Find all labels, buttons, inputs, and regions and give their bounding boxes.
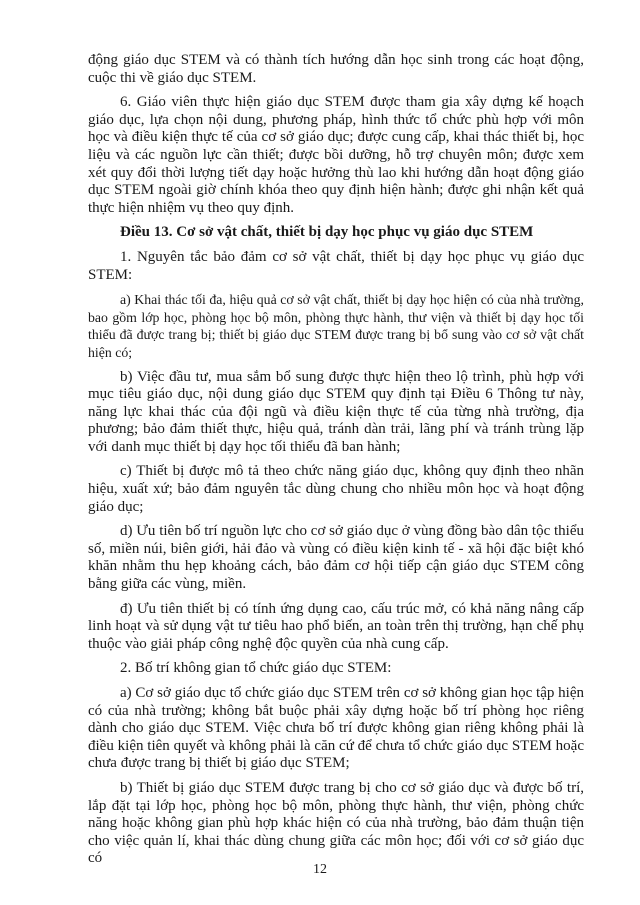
paragraph-item-c: c) Thiết bị được mô tả theo chức năng giáo dục, không quy định theo nhãn hiệu, xuất xứ; bảo đảm nguyên tắc dùng chung cho nhiều môn học và hoạt động giáo dục; bbox=[88, 463, 584, 515]
paragraph-section-2: 2. Bố trí không gian tổ chức giáo dục STEM: bbox=[120, 660, 392, 677]
document-page bbox=[88, 52, 584, 875]
paragraph-clause-6: 6. Giáo viên thực hiện giáo dục STEM được tham gia xây dựng kế hoạch giáo dục, lựa chọn nội dung, phương pháp, hình thức tổ chức phù hợp với môn học và điều kiện thực tế của cơ sở giáo dục; được cung cấp, khai thác thiết bị, học liệu và các nguồn lực cần thiết; được bồi dưỡng, hỗ trợ chuyên môn; được xem xét quy đổi thời lượng tiết dạy hoặc hưởng thù lao khi hướng dẫn hoạt động giáo dục STEM ngoài giờ chính khóa theo quy định hiện hành; được ghi nhận kết quả thực hiện nhiệm vụ theo quy định. bbox=[88, 94, 584, 216]
paragraph-item-d: d) Ưu tiên bố trí nguồn lực cho cơ sở giáo dục ở vùng đồng bào dân tộc thiểu số, miền núi, biên giới, hải đảo và vùng có điều kiện kinh tế - xã hội đặc biệt khó khăn nhằm thu hẹp khoảng cách, bảo đảm cơ hội tiếp cận giáo dục STEM công bằng giữa các vùng, miền. bbox=[88, 523, 584, 593]
paragraph-section-2-item-a: a) Cơ sở giáo dục tổ chức giáo dục STEM trên cơ sở không gian học tập hiện có của nhà trường; không bắt buộc phải xây dựng hoặc bố trí phòng học riêng dành cho giáo dục STEM. Việc chưa bố trí được không gian riêng không phải là điều kiện tiên quyết và không phải là căn cứ để chưa tổ chức giáo dục STEM hoặc chưa được trang bị thiết bị giáo dục STEM; bbox=[88, 685, 584, 772]
paragraph-item-b: b) Việc đầu tư, mua sắm bổ sung được thực hiện theo lộ trình, phù hợp với mục tiêu giáo dục, nội dung giáo dục STEM quy định tại Điều 6 Thông tư này, năng lực khai thác của đội ngũ và điều kiện thực tế của từng nhà trường, địa phương; bảo đảm thiết thực, hiệu quả, tránh dàn trải, lãng phí và tránh trùng lặp với danh mục thiết bị dạy học tối thiểu đã ban hành; bbox=[88, 368, 584, 455]
paragraph-item-a: a) Khai thác tối đa, hiệu quả cơ sở vật chất, thiết bị dạy học hiện có của nhà trường, bao gồm lớp học, phòng học bộ môn, phòng thực hành, thư viện và thiết bị dạy học tối thiểu đã được trang bị; thiết bị giáo dục STEM được trang bị bổ sung vào cơ sở vật chất hiện có; bbox=[88, 292, 584, 360]
paragraph-section-2-item-b: b) Thiết bị giáo dục STEM được trang bị cho cơ sở giáo dục và được bố trí, lắp đặt tại lớp học, phòng học bộ môn, phòng thực hành, thư viện, phòng chức năng hoặc không gian phù hợp khác hiện có của nhà trường, bảo đảm thuận tiện cho việc quản lí, khai thác dùng chung giữa các môn học; đối với cơ sở giáo dục có bbox=[88, 779, 584, 867]
article-13-heading: Điều 13. Cơ sở vật chất, thiết bị dạy học phục vụ giáo dục STEM bbox=[120, 224, 534, 241]
page-number: 12 bbox=[313, 862, 327, 877]
paragraph-continuation: động giáo dục STEM và có thành tích hướng dẫn học sinh trong các hoạt động, cuộc thi về giáo dục STEM. bbox=[88, 52, 584, 86]
paragraph-item-dd: đ) Ưu tiên thiết bị có tính ứng dụng cao, cấu trúc mở, có khả năng nâng cấp linh hoạt và sử dụng vật tư tiêu hao phổ biến, an toàn trên thị trường, hạn chế phụ thuộc vào giải pháp công nghệ độc quyền của nhà cung cấp. bbox=[88, 600, 584, 652]
paragraph-section-1: 1. Nguyên tắc bảo đảm cơ sở vật chất, thiết bị dạy học phục vụ giáo dục STEM: bbox=[88, 248, 584, 283]
